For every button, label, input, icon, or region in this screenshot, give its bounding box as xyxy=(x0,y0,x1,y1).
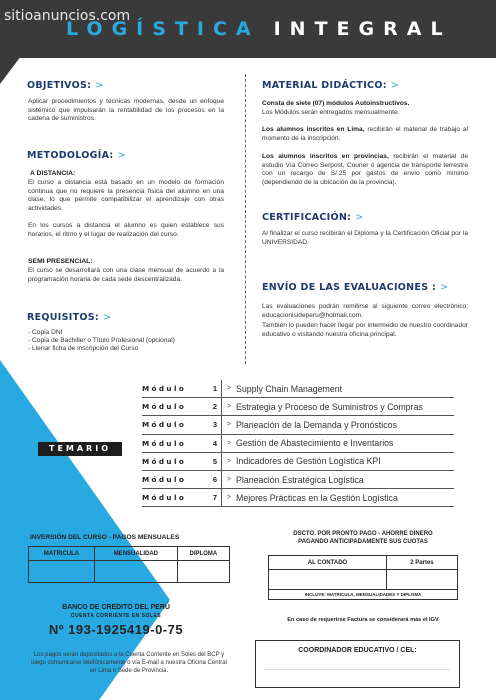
module-number: 4 xyxy=(204,435,222,452)
material-p1-text: Los Módulos serán entregados mensualmente. xyxy=(262,108,400,116)
header-bar xyxy=(0,0,496,58)
list-item: - Llenar ficha de inscripción del Curso xyxy=(28,345,139,353)
chevron-right-icon: > xyxy=(355,212,364,223)
metodologia-heading-text: METODOLOGÍA: xyxy=(27,150,114,161)
certificacion-heading-text: CERTIFICACIÓN: xyxy=(262,212,352,223)
bank-name: BANCO DE CREDITO DEL PERÚ xyxy=(62,604,170,611)
module-number: 2 xyxy=(204,398,222,415)
chevron-right-icon: > xyxy=(226,439,232,447)
distancia-text-2: En los cursos a distancia el alumno es quien establece sus horarios, el ritmo y el lugar de realización del curso. xyxy=(28,222,224,238)
chevron-right-icon: > xyxy=(226,457,232,465)
coordinador-dots: ...................................................................... xyxy=(264,666,451,672)
factura-note: En caso de requerirse Factura se considerará más el IGV xyxy=(287,617,439,623)
module-row xyxy=(142,453,454,471)
certificacion-heading xyxy=(262,212,364,223)
module-row xyxy=(142,471,454,489)
module-title: Gestión de Abastecimiento e Inventarios xyxy=(236,438,394,449)
chevron-right-icon: > xyxy=(226,476,232,484)
module-title: Planeación de la Demanda y Pronósticos xyxy=(236,419,397,430)
column-divider xyxy=(245,74,246,364)
descuento-heading xyxy=(268,531,458,546)
module-number: 6 xyxy=(204,471,222,488)
list-item: - Copia DNI xyxy=(28,329,63,336)
modules-list xyxy=(142,380,454,507)
module-title: Estrategia y Proceso de Suministros y Compras xyxy=(236,401,423,412)
descuento-table xyxy=(268,555,458,600)
table-cell xyxy=(269,570,387,590)
table-cell xyxy=(29,561,95,583)
material-p2-text: recibirán el material de trabajo al momento de la inscripción. xyxy=(262,126,468,142)
chevron-right-icon: > xyxy=(226,494,232,502)
distancia-text: El curso a distancia está basado en un modelo de formación continua que no requiere la presencia física del alumno en una clase, lo que permite compatibilizar el aprendizaje con otras actividades. xyxy=(28,179,224,212)
module-number: 1 xyxy=(204,380,222,397)
envio-heading xyxy=(262,282,448,293)
material-p3-bold: Los alumnos inscritos en provincias, xyxy=(262,153,389,160)
module-row xyxy=(142,398,454,416)
module-label: Módulo xyxy=(142,438,187,448)
distancia-label: A DISTANCIA: xyxy=(30,170,76,177)
module-label: Módulo xyxy=(142,475,187,485)
objetivos-heading-text: OBJETIVOS: xyxy=(27,80,92,91)
bank-account-number: Nº 193-1925419-0-75 xyxy=(48,622,184,637)
page-title xyxy=(66,18,452,40)
envio-text-2: También lo pueden hacer llegar por intermedio de nuestro coordinador educativo o visitando nuestra oficina principal. xyxy=(262,322,468,338)
material-p3-text: recibirán el material de estudio Vía Correo Serpost, Courier ó agencia de transporte terrestre con un recargo de S/.25 por gastos de envío como mínimo (dependiendo de la ubicación de la provincia). xyxy=(262,153,468,186)
module-label: Módulo xyxy=(142,493,187,503)
material-p1-bold: Consta de siete (07) módulos Autoinstructivos. xyxy=(262,100,410,107)
coordinador-box xyxy=(255,640,460,688)
module-title: Indicadores de Gestión Logística KPI xyxy=(236,456,381,467)
bank-note: Los pagos serán depositados a la Cuenta Corriente en Soles del BCP y luego comunicarse telefónicamente o vía E-mail a nuestra Oficina Central en Lima o Sede de Provincia. xyxy=(31,652,227,674)
table-cell xyxy=(386,570,457,590)
module-label: Módulo xyxy=(142,456,187,466)
material-paragraph-2 xyxy=(262,126,468,143)
title-part-integral: INTEGRAL xyxy=(273,18,452,40)
watermark: sitioanuncios.com xyxy=(4,8,131,24)
inversion-title: INVERSIÓN DEL CURSO - PAGOS MENSUALES xyxy=(30,534,180,541)
chevron-right-icon: > xyxy=(440,282,449,293)
chevron-right-icon: > xyxy=(226,385,232,393)
envio-text-1: Las evaluaciones podrán remitirse al siguiente correo electrónico: educacionisideperu@hotmail.com. xyxy=(262,303,468,319)
chevron-right-icon: > xyxy=(226,403,232,411)
certificacion-text: Al finalizar el curso recibirán el Diploma y la Certificación Oficial por la UNIVERSIDAD. xyxy=(262,230,468,246)
module-number: 5 xyxy=(204,453,222,470)
module-row xyxy=(142,380,454,398)
module-title: Supply Chain Management xyxy=(236,383,343,394)
table-cell xyxy=(95,561,178,583)
module-label: Módulo xyxy=(142,420,187,430)
material-paragraph-1 xyxy=(262,100,468,117)
module-number: 7 xyxy=(204,489,222,506)
header-diagonal-decoration xyxy=(0,36,36,84)
module-title: Mejores Prácticas en la Gestión Logística xyxy=(236,492,398,503)
bank-info xyxy=(32,604,200,637)
requisitos-heading-text: REQUISITOS: xyxy=(27,312,100,323)
material-heading-text: MATERIAL DIDÁCTICO: xyxy=(262,80,387,91)
requisitos-heading xyxy=(27,312,111,323)
module-number: 3 xyxy=(204,416,222,433)
objetivos-text: Aplicar procedimientos y técnicas modernas, desde un enfoque sistémico que impulsarán la rentabilidad de los procesos en la cadena de suministros. xyxy=(28,98,224,123)
objetivos-heading xyxy=(27,80,104,91)
table-cell xyxy=(177,561,229,583)
coordinador-label: COORDINADOR EDUCATIVO / CEL: xyxy=(298,647,417,654)
descuento-line-1: DSCTO. POR PRONTO PAGO - AHORRE DINERO xyxy=(293,531,433,537)
chevron-right-icon: > xyxy=(117,150,126,161)
module-row xyxy=(142,489,454,507)
bank-account-type: CUENTA CORRIENTE EN SOLES xyxy=(70,613,162,619)
table-header-cell: DIPLOMA xyxy=(177,547,229,561)
material-p2-bold: Los alumnos inscritos en Lima, xyxy=(262,126,365,133)
inversion-table xyxy=(28,546,230,583)
descuento-line-2: PAGANDO ANTICIPADAMENTE SUS CUOTAS xyxy=(298,538,428,545)
requisitos-list xyxy=(28,329,175,354)
descuento-footer: INCLUYE: MATRICULA, MENSUALIDADES Y DIPLOMA xyxy=(269,590,458,600)
module-label: Módulo xyxy=(142,402,187,412)
module-row xyxy=(142,416,454,434)
temario-label: TEMARIO xyxy=(38,442,122,456)
list-item: - Copia de Bachiller o Título Profesional (opcional) xyxy=(28,337,175,345)
module-title: Planeación Estratégica Logística xyxy=(236,474,364,485)
material-heading xyxy=(262,80,399,91)
table-header-cell: AL CONTADO xyxy=(269,556,387,570)
chevron-right-icon: > xyxy=(226,421,232,429)
table-header-cell: 2 Partes xyxy=(386,556,457,570)
chevron-right-icon: > xyxy=(95,80,104,91)
chevron-right-icon: > xyxy=(103,312,112,323)
chevron-right-icon: > xyxy=(390,80,400,91)
metodologia-heading xyxy=(27,150,126,161)
title-part-logistica: LOGÍSTICA xyxy=(66,18,260,40)
table-header-cell: MENSUALIDAD xyxy=(95,547,178,561)
semi-presencial-text: El curso se desarrollará con una clase mensual de acuerdo a la programación horaria de cada sede descentralizada. xyxy=(28,267,224,283)
table-header-cell: MATRICULA xyxy=(29,547,95,561)
material-paragraph-3 xyxy=(262,153,468,187)
semi-presencial-label: SEMI PRESENCIAL: xyxy=(28,258,93,265)
module-label: Módulo xyxy=(142,384,187,394)
module-row xyxy=(142,435,454,453)
envio-heading-text: ENVÍO DE LAS EVALUACIONES : xyxy=(262,282,437,293)
